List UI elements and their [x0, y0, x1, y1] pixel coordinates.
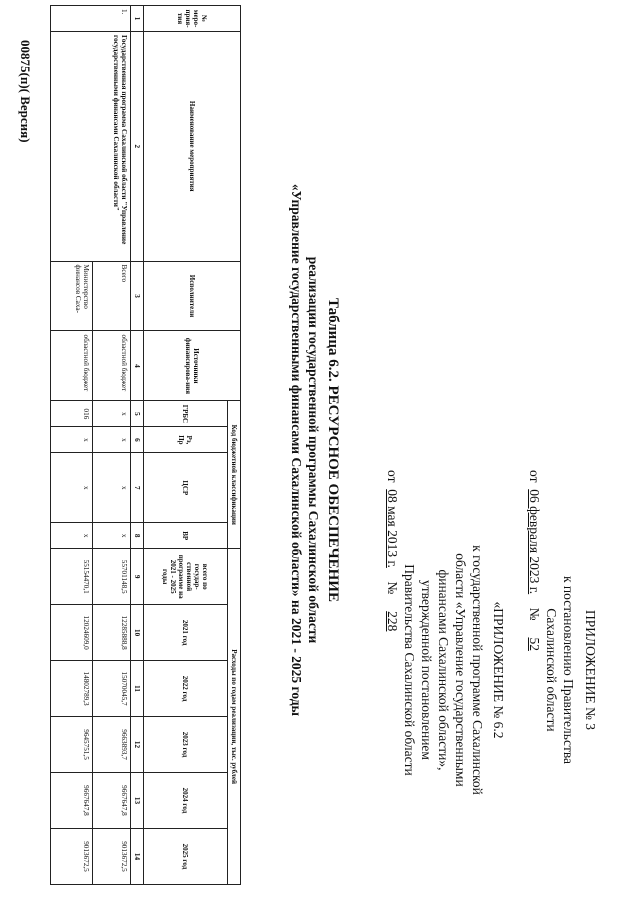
col-number: 12 — [131, 717, 144, 773]
row-grbs: 016 — [51, 401, 93, 427]
col-number: 5 — [131, 401, 144, 427]
date-prefix: от — [527, 470, 542, 483]
col-rzpr-header: Рз, Пр — [144, 427, 228, 453]
row-2022: 15070045,7 — [93, 661, 131, 717]
row-2021: 12285888,8 — [93, 605, 131, 661]
appendix-date: 06 февраля 2023 г. — [527, 489, 542, 595]
col-budget-code-header: Код бюджетной классификации — [228, 401, 241, 549]
appendix2-number: 228 — [385, 611, 400, 632]
col-number: 3 — [131, 261, 144, 331]
row-2021: 12024609,0 — [51, 605, 93, 661]
col-number: 1 — [131, 6, 144, 32]
col-2023-header: 2023 год — [144, 717, 228, 773]
col-2025-header: 2025 год — [144, 828, 228, 884]
header-row-1 — [228, 6, 241, 885]
row-rzpr: х — [93, 427, 131, 453]
appendix2-line2: области «Управление государственными — [453, 553, 468, 787]
col-number: 4 — [131, 331, 144, 401]
appendix2-date-line — [384, 470, 401, 870]
col-number: 10 — [131, 605, 144, 661]
col-number: 8 — [131, 523, 144, 549]
col-2024-header: 2024 год — [144, 772, 228, 828]
col-total-header: всего по государ-ственной программе на 2021 - 2025 годы — [144, 549, 228, 605]
col-number: 13 — [131, 772, 144, 828]
col-2021-header: 2021 год — [144, 605, 228, 661]
col-number: 6 — [131, 427, 144, 453]
resource-table — [50, 5, 241, 885]
col-number: 9 — [131, 549, 144, 605]
row-exec: Всего — [93, 261, 131, 331]
table-row — [93, 6, 131, 885]
title-line2: реализации государственной программы Сахалинской области — [306, 256, 321, 644]
title-line3: «Управление государственными финансами Сахалинской области» на 2021 - 2025 годы — [289, 183, 304, 717]
row-csr: х — [93, 453, 131, 523]
row-source: областной бюджет — [93, 331, 131, 401]
date-prefix: от — [385, 470, 400, 483]
appendix2-date: 08 мая 2013 г. — [385, 489, 400, 568]
appendix-block — [526, 470, 599, 870]
row-total: 55154470,1 — [51, 549, 93, 605]
row-2025: 9013672,5 — [93, 828, 131, 884]
row-source: областной бюджет — [51, 331, 93, 401]
col-source-header: Источники финансирова-ния — [144, 331, 241, 401]
row-2022: 14802789,3 — [51, 661, 93, 717]
col-csr-header: ЦСР — [144, 453, 228, 523]
column-number-row — [131, 6, 144, 885]
col-number: 11 — [131, 661, 144, 717]
appendix-date-line — [526, 470, 543, 870]
col-vr-header: ВР — [144, 523, 228, 549]
number-prefix: № — [385, 581, 400, 595]
col-2022-header: 2022 год — [144, 661, 228, 717]
row-name: Государственная программа Сахалинской области "Управление государственными финансами Сахалинской области" — [51, 31, 131, 261]
col-num-header: № меро-прия-тия — [144, 6, 241, 32]
number-prefix: № — [527, 607, 542, 621]
row-grbs: х — [93, 401, 131, 427]
appendix2-line3: финансами Сахалинской области», — [436, 569, 451, 771]
row-2023: 9663893,7 — [93, 717, 131, 773]
row-2025: 9013672,5 — [51, 828, 93, 884]
appendix2-line4: утвержденной постановлением — [419, 580, 434, 760]
row-exec: Министерство финансов Саха- — [51, 261, 93, 331]
row-2024: 9667647,8 — [51, 772, 93, 828]
row-2023: 9645751,5 — [51, 717, 93, 773]
row-num: 1. — [51, 6, 131, 32]
appendix2-line5: Правительства Сахалинской области — [402, 564, 417, 776]
row-vr: х — [51, 523, 93, 549]
document-title — [288, 150, 341, 750]
title-line1: Таблица 6.2. РЕСУРСНОЕ ОБЕСПЕЧЕНИЕ — [325, 298, 341, 602]
col-name-header: Наименование мероприятия — [144, 31, 241, 261]
row-total: 55701148,5 — [93, 549, 131, 605]
appendix-title: ПРИЛОЖЕНИЕ № 3 — [583, 609, 598, 731]
col-exec-header: Исполнители — [144, 261, 241, 331]
appendix-line1: к постановлению Правительства — [561, 575, 576, 765]
appendix2-line1: к государственной программе Сахалинской — [470, 545, 485, 795]
col-costs-header: Расходы по годам реализации, тыс. рублей — [228, 549, 241, 885]
row-rzpr: х — [51, 427, 93, 453]
appendix2-title: «ПРИЛОЖЕНИЕ № 6.2 — [491, 601, 506, 739]
document-version-code: 00875(п)( Версия) — [18, 40, 33, 143]
row-csr: х — [51, 453, 93, 523]
col-number: 2 — [131, 31, 144, 261]
row-vr: х — [93, 523, 131, 549]
row-2024: 9667647,8 — [93, 772, 131, 828]
appendix2-block — [384, 470, 507, 870]
col-number: 14 — [131, 828, 144, 884]
col-grbs-header: ГРБС — [144, 401, 228, 427]
col-number: 7 — [131, 453, 144, 523]
appendix-number: 52 — [527, 637, 542, 651]
appendix-line2: Сахалинской области — [544, 608, 559, 732]
